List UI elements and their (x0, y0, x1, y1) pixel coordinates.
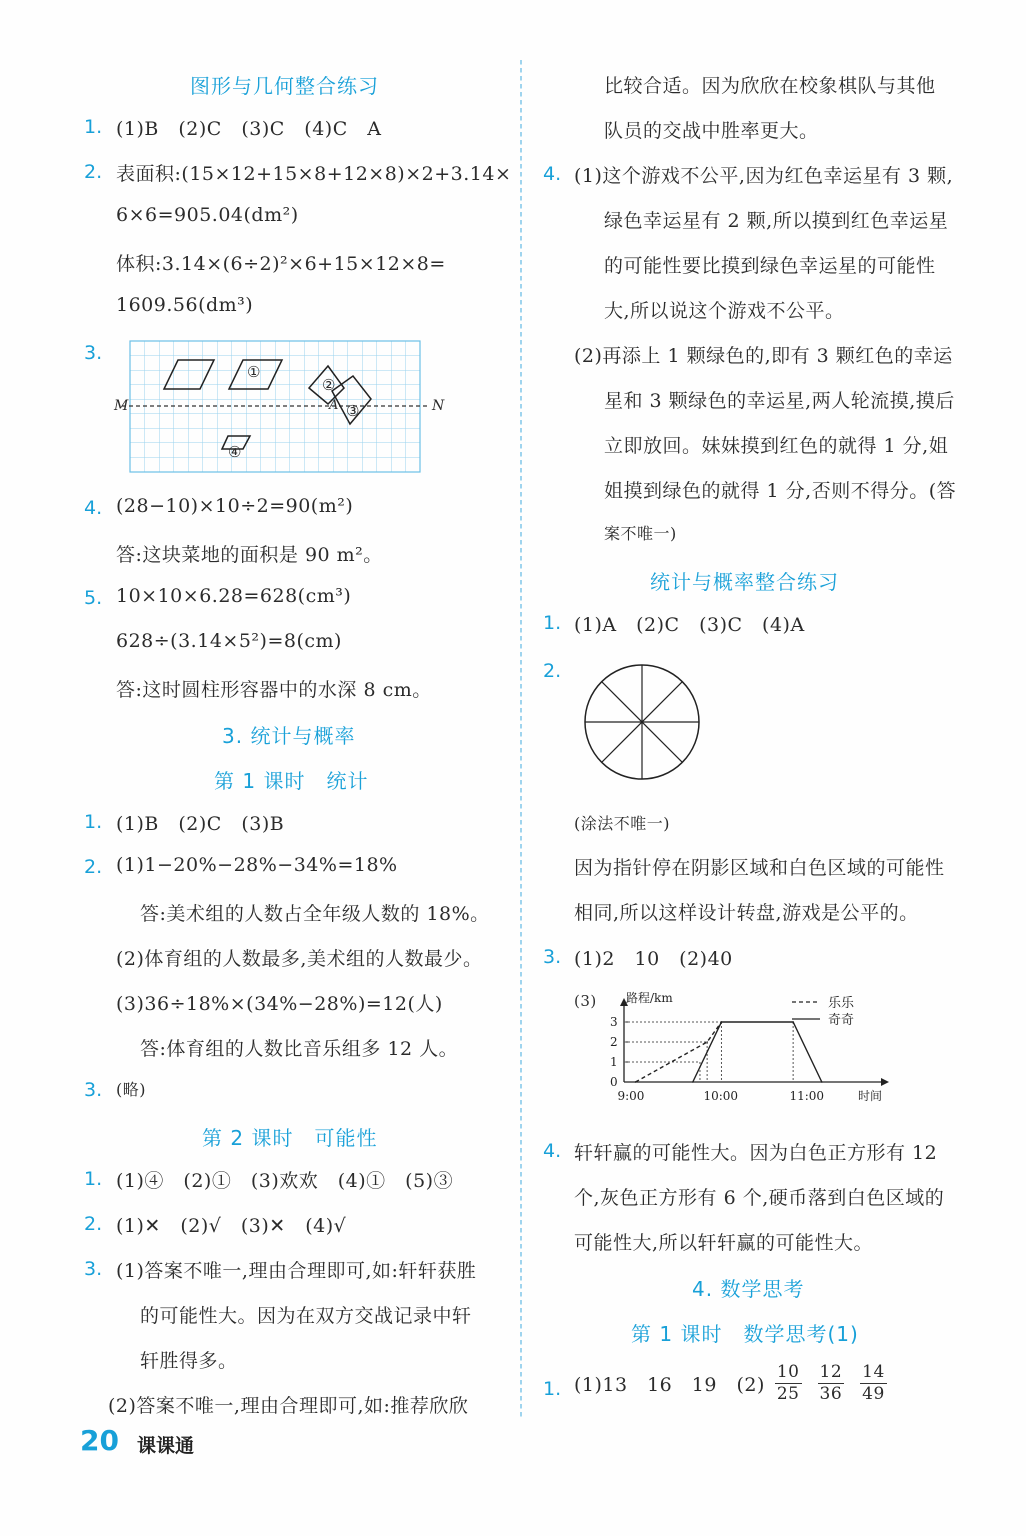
data-point (821, 1081, 823, 1083)
note-text: (涂法不唯一) (574, 814, 670, 833)
question-number: 2. (84, 1213, 103, 1235)
fraction (775, 1364, 802, 1403)
answer-text: 绿色幸运星有 2 颗,所以摸到红色幸运星 (604, 210, 949, 232)
label-a: A (329, 398, 339, 413)
legend-label: 奇奇 (828, 1013, 855, 1028)
answer-text: (1)B (2)C (3)B (116, 813, 285, 835)
lesson-title-3: 第 1 课时 数学思考(1) (631, 1322, 859, 1346)
numerator: 12 (819, 1362, 843, 1382)
y-axis-label: 路程/km (626, 991, 673, 1005)
distance-time-chart (596, 990, 896, 1115)
question-number: 4. (543, 1140, 562, 1162)
answer-text: 轩轩赢的可能性大。因为白色正方形有 12 (574, 1142, 938, 1164)
y-tick-label: 2 (610, 1035, 618, 1049)
question-number: 1. (84, 811, 103, 833)
column-divider (520, 60, 522, 1420)
question-number: 3. (84, 1258, 103, 1280)
answer-text: 姐摸到绿色的就得 1 分,否则不得分。(答 (604, 480, 957, 502)
question-number: 3. (84, 342, 103, 364)
question-number: 3. (84, 1079, 103, 1101)
answer-text: 因为指针停在阴影区域和白色区域的可能性 (574, 857, 945, 879)
answer-text: (1)13 16 19 (2) (574, 1374, 765, 1396)
answer-text: (3)36÷18%×(34%−28%)=12(人) (116, 993, 443, 1015)
answer-text: 10×10×6.28=628(cm³) (116, 585, 352, 607)
question-number: 1. (543, 612, 562, 634)
question-number: 2. (84, 856, 103, 878)
answer-text: 答:这块菜地的面积是 90 m²。 (116, 544, 383, 566)
answer-text: 的可能性要比摸到绿色幸运星的可能性 (604, 255, 936, 277)
answer-text: 星和 3 颗绿色的幸运星,两人轮流摸,摸后 (604, 390, 955, 412)
transformation-grid-figure (110, 338, 445, 479)
answer-text: (1)④ (2)① (3)欢欢 (4)① (5)③ (116, 1170, 454, 1192)
fraction (860, 1364, 887, 1403)
answer-text: (1)这个游戏不公平,因为红色幸运星有 3 颗, (574, 165, 954, 187)
data-point (635, 1081, 637, 1083)
answer-text: (略) (116, 1080, 146, 1099)
spinner-figure (582, 662, 702, 787)
answer-text: 体积:3.14×(6÷2)²×6+15×12×8= (116, 253, 446, 275)
denominator: 36 (819, 1384, 843, 1404)
data-point (721, 1021, 723, 1023)
question-number: 1. (543, 1378, 562, 1400)
lesson-title-2: 第 2 课时 可能性 (202, 1126, 378, 1150)
answer-text: 案不唯一) (604, 524, 677, 543)
question-number: 1. (84, 116, 103, 138)
question-number: 2. (84, 161, 103, 183)
answer-text: 大,所以说这个游戏不公平。 (604, 300, 845, 322)
x-tick-label: 9:00 (617, 1089, 645, 1103)
shape-label-3: ③ (346, 402, 360, 420)
numerator: 10 (776, 1362, 800, 1382)
answer-text: 1609.56(dm³) (116, 294, 254, 316)
label-m: M (114, 398, 129, 414)
answer-fraction-row (574, 1364, 895, 1403)
answer-text: (2)体育组的人数最多,美术组的人数最少。 (116, 948, 483, 970)
answer-text: 答:美术组的人数占全年级人数的 18%。 (140, 903, 490, 925)
answer-text: 的可能性大。因为在双方交战记录中轩 (140, 1305, 472, 1327)
book-title: 课课通 (137, 1435, 195, 1457)
section-title-statistics: 3. 统计与概率 (222, 724, 356, 748)
section-title-geometry: 图形与几何整合练习 (190, 74, 379, 98)
y-tick-label: 0 (610, 1075, 618, 1089)
x-tick-label: 11:00 (789, 1089, 825, 1103)
fraction (818, 1364, 845, 1403)
y-tick-label: 1 (610, 1055, 618, 1069)
data-point (692, 1081, 694, 1083)
answer-text: (2)再添上 1 颗绿色的,即有 3 颗红色的幸运 (574, 345, 953, 367)
answer-text: (1)答案不唯一,理由合理即可,如:轩轩获胜 (116, 1260, 477, 1282)
legend-label: 乐乐 (828, 996, 855, 1011)
lesson-title-1: 第 1 课时 统计 (214, 769, 369, 793)
shape-label-2: ② (322, 376, 336, 394)
sub-question-label: (3) (574, 992, 597, 1010)
answer-text: (2)答案不唯一,理由合理即可,如:推荐欣欣 (108, 1395, 469, 1417)
answer-text: 答:这时圆柱形容器中的水深 8 cm。 (116, 679, 432, 701)
answer-text: 答:体育组的人数比音乐组多 12 人。 (140, 1038, 459, 1060)
question-number: 2. (543, 660, 562, 682)
answer-text: 相同,所以这样设计转盘,游戏是公平的。 (574, 902, 919, 924)
answer-text: 表面积:(15×12+15×8+12×8)×2+3.14× (116, 163, 512, 185)
question-number: 4. (84, 497, 103, 519)
answer-text: 比较合适。因为欣欣在校象棋队与其他 (604, 75, 936, 97)
answer-text: (1)✕ (2)√ (3)✕ (4)√ (116, 1215, 347, 1237)
series-line-solid (693, 1022, 822, 1082)
data-point (792, 1021, 794, 1023)
section-title-integrated: 统计与概率整合练习 (650, 570, 839, 594)
question-number: 5. (84, 587, 103, 609)
series-line-dashed (635, 1022, 721, 1082)
section-title-math-thinking: 4. 数学思考 (692, 1277, 805, 1301)
answer-text: 队员的交战中胜率更大。 (604, 120, 819, 142)
answer-text: (28−10)×10÷2=90(m²) (116, 495, 354, 517)
x-axis-label: 时间 (858, 1089, 883, 1103)
page-number: 20 (80, 1424, 119, 1457)
denominator: 49 (862, 1384, 885, 1404)
shape-label-1: ① (247, 363, 261, 381)
answer-text: (1)2 10 (2)40 (574, 948, 733, 970)
numerator: 14 (862, 1362, 885, 1382)
x-tick-label: 10:00 (703, 1089, 739, 1103)
label-n: N (432, 398, 445, 414)
answer-text: 628÷(3.14×5²)=8(cm) (116, 630, 342, 652)
y-tick-label: 3 (610, 1015, 618, 1029)
shape-label-4: ④ (228, 443, 242, 461)
answer-text: 可能性大,所以轩轩赢的可能性大。 (574, 1232, 874, 1254)
answer-text: (1)B (2)C (3)C (4)C A (116, 118, 382, 140)
answer-text: 立即放回。妹妹摸到红色的就得 1 分,姐 (604, 435, 949, 457)
answer-text: 6×6=905.04(dm²) (116, 204, 299, 226)
answer-text: 个,灰色正方形有 6 个,硬币落到白色区域的 (574, 1187, 945, 1209)
question-number: 1. (84, 1168, 103, 1190)
question-number: 3. (543, 946, 562, 968)
answer-text: (1)1−20%−28%−34%=18% (116, 854, 398, 876)
denominator: 25 (776, 1384, 800, 1404)
answer-text: (1)A (2)C (3)C (4)A (574, 614, 805, 636)
question-number: 4. (543, 163, 562, 185)
x-axis-arrow (881, 1078, 889, 1086)
data-point (706, 1041, 708, 1043)
answer-text: 轩胜得多。 (140, 1350, 238, 1372)
